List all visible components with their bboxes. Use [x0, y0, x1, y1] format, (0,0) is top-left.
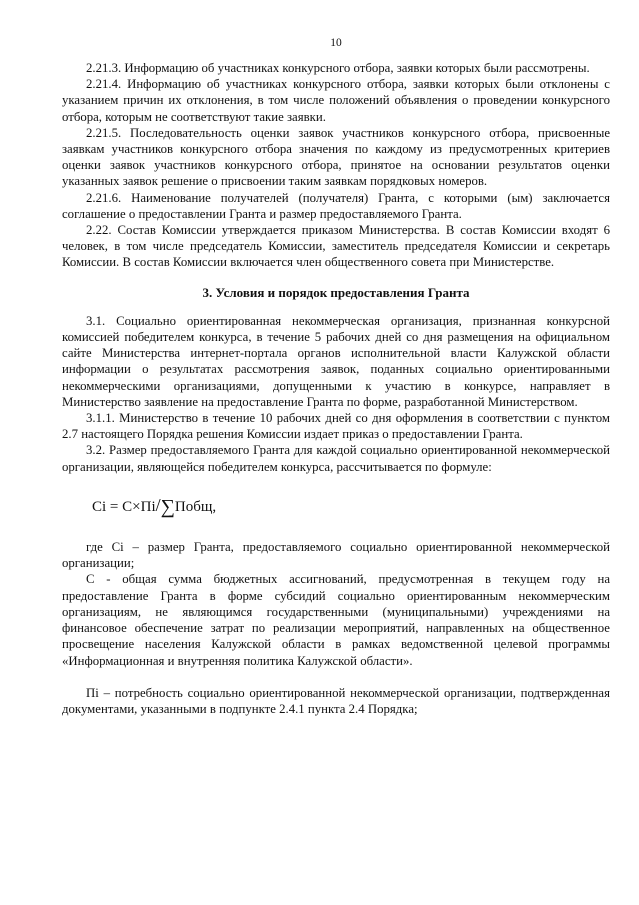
formula-denominator: Побщ,: [174, 498, 217, 515]
grant-formula: [92, 494, 610, 518]
paragraph-2-22: 2.22. Состав Комиссии утверждается приказом Министерства. В состав Комиссии входят 6 человек, в том числе председатель Комиссии, заместитель председателя Комиссии и секретарь Комиссии. В состав Комиссии включается член общественного совета при Министерстве.: [62, 223, 610, 270]
formula-sum-icon: ∑: [160, 495, 175, 518]
paragraph-c-definition: С - общая сумма бюджетных ассигнований, предусмотренная в текущем году на предоставление Гранта в форме субсидий социально ориентированным некоммерческим организациям, не являющимся государственными (муниципальными) учреждениями на финансовое обеспечение затрат по реализации мероприятий, направленных на общественное просвещение населения Калужской области в рамках ведомственной целевой программы «Информационная и внутренняя политика Калужской области».: [62, 572, 610, 668]
paragraph-3-2: 3.2. Размер предоставляемого Гранта для каждой социально ориентированной некоммерческой организации, являющейся победителем конкурса, рассчитывается по формуле:: [62, 443, 610, 474]
section-heading: 3. Условия и порядок предоставления Гранта: [202, 284, 470, 300]
formula-slash: /: [155, 494, 161, 515]
paragraph-2-21-5: 2.21.5. Последовательность оценки заявок участников конкурсного отбора, присвоенные заявкам участников конкурсного отбора значения по каждому из предусмотренных критериев оценки заявок участников конкурсного отбора, принятое на основании результатов оценки указанных заявок решение о присвоении таким заявкам порядковых номеров.: [62, 125, 610, 189]
formula-times: ×: [132, 498, 141, 515]
formula-left: Ci = C: [92, 498, 133, 515]
paragraph-pi-definition: Пi – потребность социально ориентированной некоммерческой организации, подтвержденная документами, указанными в подпункте 2.4.1 пункта 2.4 Порядка;: [62, 685, 610, 716]
paragraph-3-1-1: 3.1.1. Министерство в течение 10 рабочих дней со дня оформления в соответствии с пунктом 2.7 настоящего Порядка решения Комиссии издает приказ о предоставлении Гранта.: [62, 411, 610, 442]
formula-pi: Пi: [140, 498, 156, 515]
page-number: 10: [330, 37, 342, 49]
paragraph-where-ci: где Ci – размер Гранта, предоставляемого социально ориентированной некоммерческой организации;: [62, 540, 610, 571]
document-body: [62, 60, 610, 717]
paragraph-2-21-6: 2.21.6. Наименование получателей (получателя) Гранта, с которыми (ым) заключается соглашение о предоставлении Гранта и размер предоставляемого Гранта.: [62, 190, 610, 221]
paragraph-2-21-4: 2.21.4. Информацию об участниках конкурсного отбора, заявки которых были отклонены с указанием причин их отклонения, в том числе положений объявления о проведении конкурсного отбора, которым не соответствуют такие заявки.: [62, 77, 610, 124]
paragraph-3-1: 3.1. Социально ориентированная некоммерческая организация, признанная конкурсной комиссией победителем конкурса, в течение 5 рабочих дней со дня размещения на официальном сайте Министерства интернет-портала органов исполнительной власти Калужской области информации о результатах рассмотрения заявок, поданных социально ориентированными некоммерческими организациями, допущенными к участию в конкурсе, направляет в Министерство заявление на предоставление Гранта по форме, разработанной Министерством.: [62, 313, 610, 409]
paragraph-2-21-3: 2.21.3. Информацию об участниках конкурсного отбора, заявки которых были рассмотрены.: [86, 61, 590, 75]
